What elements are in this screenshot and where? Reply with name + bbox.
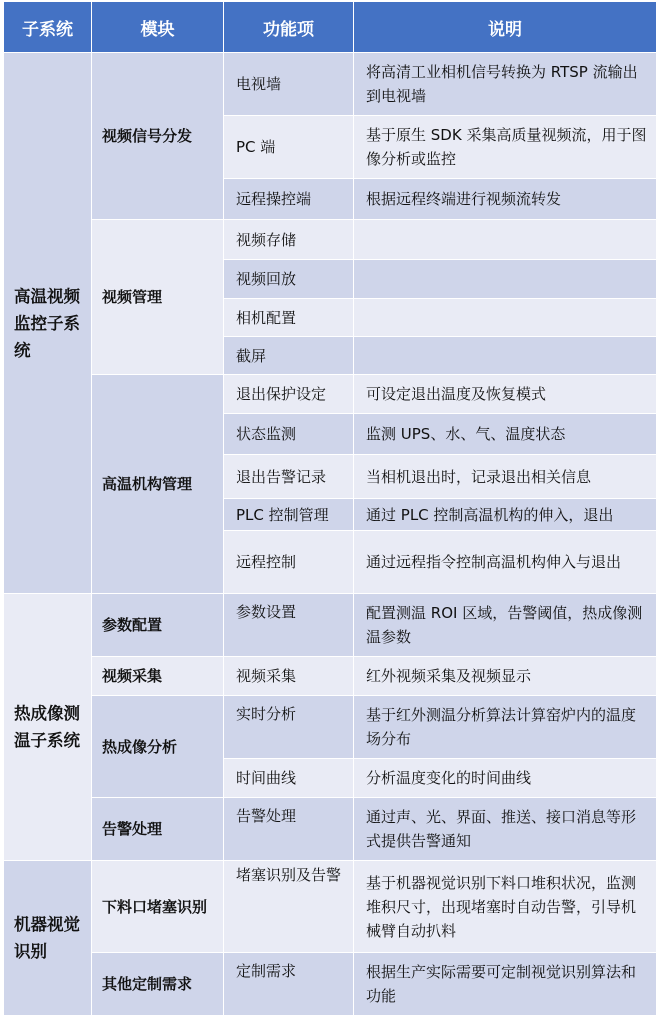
feature-cell: 状态监测	[224, 414, 354, 455]
description-cell: 分析温度变化的时间曲线	[354, 759, 657, 798]
description-cell: 基于机器视觉识别下料口堆积状况，监测堆积尺寸，出现堵塞时自动告警，引导机械臂自动扒料	[354, 861, 657, 953]
module-cell: 告警处理	[92, 798, 224, 861]
header-description: 说明	[354, 2, 657, 53]
feature-cell: 远程操控端	[224, 179, 354, 220]
table-row	[4, 220, 657, 260]
module-cell: 热成像分析	[92, 696, 224, 798]
feature-cell: 电视墙	[224, 53, 354, 116]
table-row	[4, 953, 657, 1016]
description-cell: 根据生产实际需要可定制视觉识别算法和功能	[354, 953, 657, 1016]
description-cell: 通过 PLC 控制高温机构的伸入，退出	[354, 499, 657, 531]
table-row	[4, 696, 657, 759]
description-cell	[354, 337, 657, 375]
feature-cell: 截屏	[224, 337, 354, 375]
table-row	[4, 861, 657, 953]
module-cell: 下料口堵塞识别	[92, 861, 224, 953]
subsystem-cell: 热成像测温子系统	[4, 594, 92, 861]
module-cell: 参数配置	[92, 594, 224, 657]
feature-cell: 告警处理	[224, 798, 354, 861]
module-cell: 其他定制需求	[92, 953, 224, 1016]
feature-cell: PC 端	[224, 116, 354, 179]
header-subsystem: 子系统	[4, 2, 92, 53]
module-cell: 视频管理	[92, 220, 224, 375]
description-cell: 基于红外测温分析算法计算窑炉内的温度场分布	[354, 696, 657, 759]
description-cell: 通过声、光、界面、推送、接口消息等形式提供告警通知	[354, 798, 657, 861]
feature-cell: 退出告警记录	[224, 455, 354, 499]
module-cell: 高温机构管理	[92, 375, 224, 594]
feature-cell: 堵塞识别及告警	[224, 861, 354, 953]
description-cell: 基于原生 SDK 采集高质量视频流，用于图像分析或监控	[354, 116, 657, 179]
feature-cell: 实时分析	[224, 696, 354, 759]
description-cell	[354, 220, 657, 260]
subsystem-cell: 高温视频监控子系统	[4, 53, 92, 594]
feature-cell: PLC 控制管理	[224, 499, 354, 531]
description-cell: 红外视频采集及视频显示	[354, 657, 657, 696]
feature-cell: 参数设置	[224, 594, 354, 657]
table-row	[4, 53, 657, 116]
feature-cell: 时间曲线	[224, 759, 354, 798]
header-row	[4, 2, 657, 53]
description-cell: 可设定退出温度及恢复模式	[354, 375, 657, 414]
table-row	[4, 375, 657, 414]
feature-cell: 相机配置	[224, 299, 354, 337]
header-feature: 功能项	[224, 2, 354, 53]
feature-cell: 远程控制	[224, 531, 354, 594]
table-row	[4, 798, 657, 861]
description-cell: 配置测温 ROI 区域，告警阈值，热成像测温参数	[354, 594, 657, 657]
header-module: 模块	[92, 2, 224, 53]
module-cell: 视频采集	[92, 657, 224, 696]
description-cell: 根据远程终端进行视频流转发	[354, 179, 657, 220]
description-cell: 将高清工业相机信号转换为 RTSP 流输出到电视墙	[354, 53, 657, 116]
feature-cell: 视频采集	[224, 657, 354, 696]
description-cell	[354, 299, 657, 337]
feature-table	[3, 1, 657, 1016]
feature-cell: 退出保护设定	[224, 375, 354, 414]
feature-cell: 视频存储	[224, 220, 354, 260]
description-cell: 监测 UPS、水、气、温度状态	[354, 414, 657, 455]
feature-cell: 定制需求	[224, 953, 354, 1016]
description-cell: 通过远程指令控制高温机构伸入与退出	[354, 531, 657, 594]
table-row	[4, 594, 657, 657]
table-row	[4, 657, 657, 696]
description-cell: 当相机退出时，记录退出相关信息	[354, 455, 657, 499]
feature-cell: 视频回放	[224, 260, 354, 299]
module-cell: 视频信号分发	[92, 53, 224, 220]
subsystem-cell: 机器视觉识别	[4, 861, 92, 1016]
description-cell	[354, 260, 657, 299]
